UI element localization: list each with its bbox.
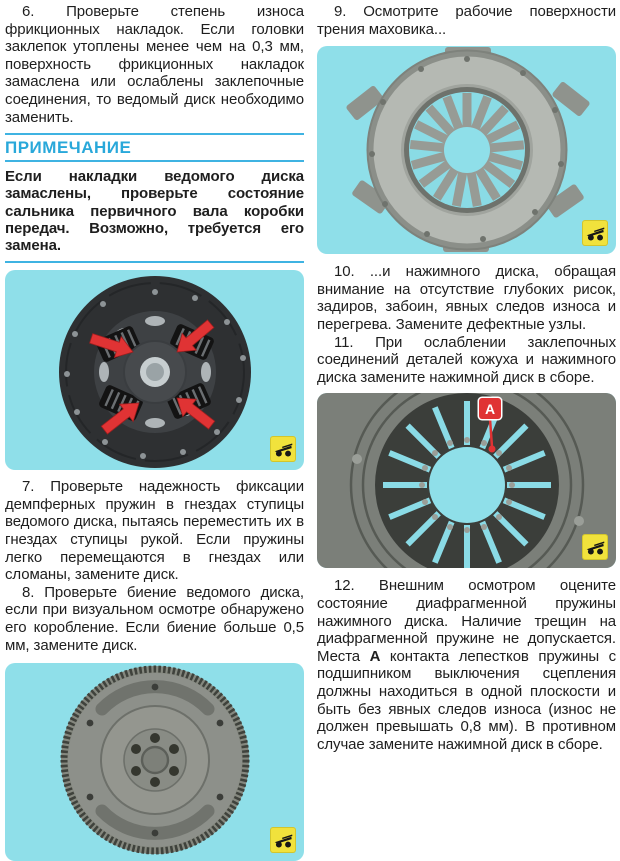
step-9-text: 9. Осмотрите рабочие поверхности трения маховика... <box>317 3 616 38</box>
pressure-plate <box>345 47 590 252</box>
note-mid-rule <box>5 160 304 162</box>
car-icon <box>270 436 296 462</box>
driven-disc-illustration <box>5 270 304 470</box>
step-8-text: 8. Проверьте биение ведомого диска, если при визуальном осмотре обнаружено его коробление. Если биение больше 0,5 мм, замените диск. <box>5 583 304 654</box>
marker-label-a: А <box>479 398 501 419</box>
car-icon <box>270 827 296 853</box>
step-6-text: 6. Проверьте степень износа фрикционных накладок. Если головки заклепок утоплены менее чем на 0,3 мм, поверхность фрикционных накладок замаслена или ослаблены заклепочные соединения, то ведомый диск необходимо заменить. <box>5 3 304 126</box>
car-icon <box>582 220 608 246</box>
note-heading: ПРИМЕЧАНИЕ <box>5 138 132 158</box>
diaphragm-spring-illustration <box>317 393 616 568</box>
note-top-rule <box>5 133 304 135</box>
figure-driven-disc <box>5 270 304 470</box>
flywheel <box>61 666 249 854</box>
car-icon <box>582 534 608 560</box>
note-body-text: Если накладки ведомого диска замаслены, проверьте состояние сальника первичного вала коробки передач. Возможно, требуется его замена. <box>5 168 304 254</box>
pressure-plate-illustration <box>317 46 616 254</box>
left-column <box>5 3 304 861</box>
step-11-text: 11. При ослаблении заклепочных соединений деталей кожуха и нажимного диска замените нажимной диск в сборе. <box>317 333 616 386</box>
flywheel-illustration <box>5 663 304 861</box>
figure-pressure-plate <box>317 46 616 254</box>
step-12-text-before: 12. Внешним осмотром оцените состояние диафрагменной пружины нажимного диска. Наличие трещин на диафрагменной пружине не допускается. Места <box>317 577 616 665</box>
step-12-text <box>317 577 616 753</box>
figure-flywheel <box>5 663 304 861</box>
step-10-text: 10. ...и нажимного диска, обращая внимание на отсутствие глубоких рисок, задиров, забоин, явных следов износа и перегрева. Замените дефектные узлы. <box>317 263 616 333</box>
step-12-marker-ref: А <box>369 647 381 665</box>
step-12-text-after: контакта лепестков пружины с подшипником выключения сцепления должны находиться в одной плоскости и быть без явных следов износа (износ не должен превышать 0,8 мм). В противном случае замените нажимной диск в сборе. <box>317 647 616 753</box>
right-column <box>317 3 616 861</box>
note-bottom-rule <box>5 261 304 263</box>
driven-disc <box>59 276 251 468</box>
note-block <box>5 133 304 263</box>
figure-diaphragm-spring <box>317 393 616 568</box>
step-7-text: 7. Проверьте надежность фиксации демпферных пружин в гнездах ступицы ведомого диска, пытаясь переместить их в гнездах ступицы рукой. Если пружины легко перемещаются в гнездах или сломаны, замените диск. <box>5 478 304 584</box>
